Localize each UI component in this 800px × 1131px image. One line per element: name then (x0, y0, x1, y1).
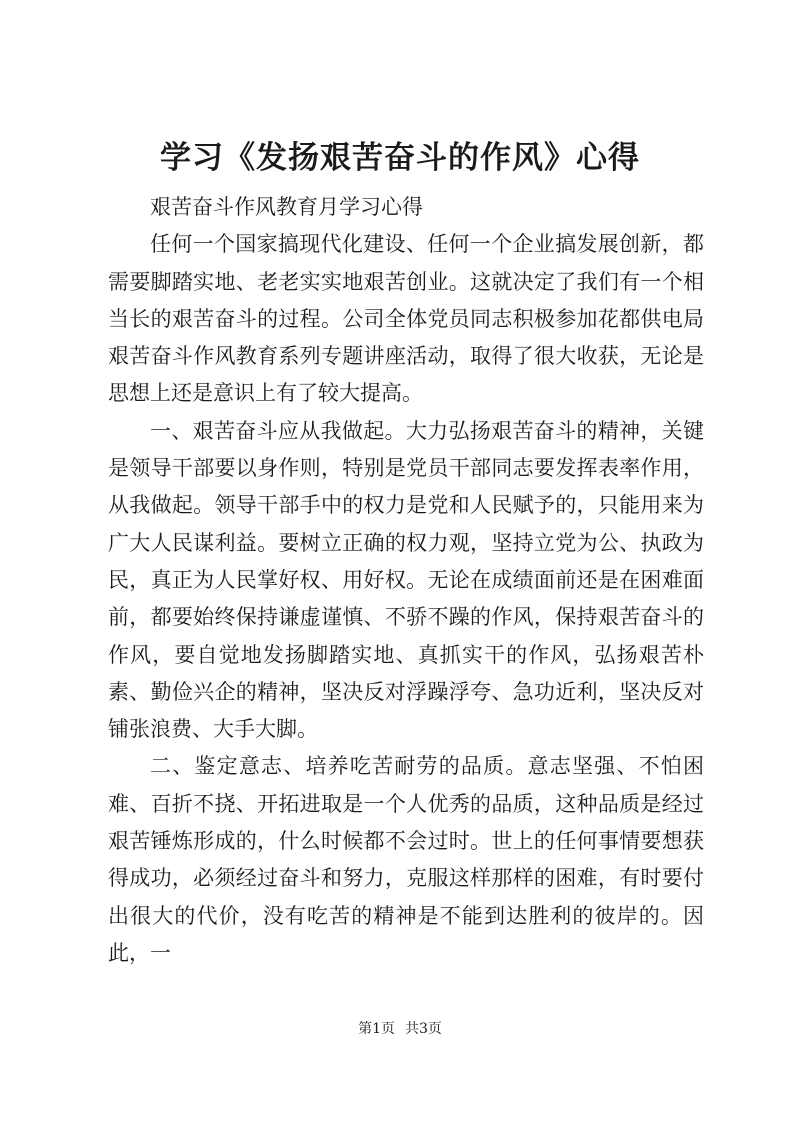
paragraph-point-two: 二、鉴定意志、培养吃苦耐劳的品质。意志坚强、不怕困难、百折不挠、开拓进取是一个人优秀的品质，这种品质是经过艰苦锤炼形成的，什么时候都不会过时。世上的任何事情要想获得成功，必须经过奋斗和努力，克服这样那样的困难，有时要付出很大的代价，没有吃苦的精神是不能到达胜利的彼岸的。因此，一 (108, 754, 704, 965)
paragraph-subtitle: 艰苦奋斗作风教育月学习心得 (150, 195, 423, 219)
paragraph-intro: 任何一个国家搞现代化建设、任何一个企业搞发展创新，都需要脚踏实地、老老实实地艰苦创业。这就决定了我们有一个相当长的艰苦奋斗的过程。公司全体党员同志积极参加花都供电局艰苦奋斗作风教育系列专题讲座活动，取得了很大收获，无论是思想上还是意识上有了较大提高。 (108, 232, 704, 406)
document-title: 学习《发扬艰苦奋斗的作风》心得 (160, 140, 640, 176)
paragraph-point-one: 一、艰苦奋斗应从我做起。大力弘扬艰苦奋斗的精神，关键是领导干部要以身作则，特别是党员干部同志要发挥表率作用，从我做起。领导干部手中的权力是党和人民赋予的，只能用来为广大人民谋利益。要树立正确的权力观，坚持立党为公、执政为民，真正为人民掌好权、用好权。无论在成绩面前还是在困难面前，都要始终保持谦虚谨慎、不骄不躁的作风，保持艰苦奋斗的作风，要自觉地发扬脚踏实地、真抓实干的作风，弘扬艰苦朴素、勤俭兴企的精神，坚决反对浮躁浮夸、急功近利，坚决反对铺张浪费、大手大脚。 (108, 418, 704, 742)
page-total: 共3页 (405, 1021, 442, 1037)
document-body (108, 189, 704, 972)
page-footer (0, 1019, 800, 1039)
page-number: 第1页 (358, 1021, 395, 1037)
